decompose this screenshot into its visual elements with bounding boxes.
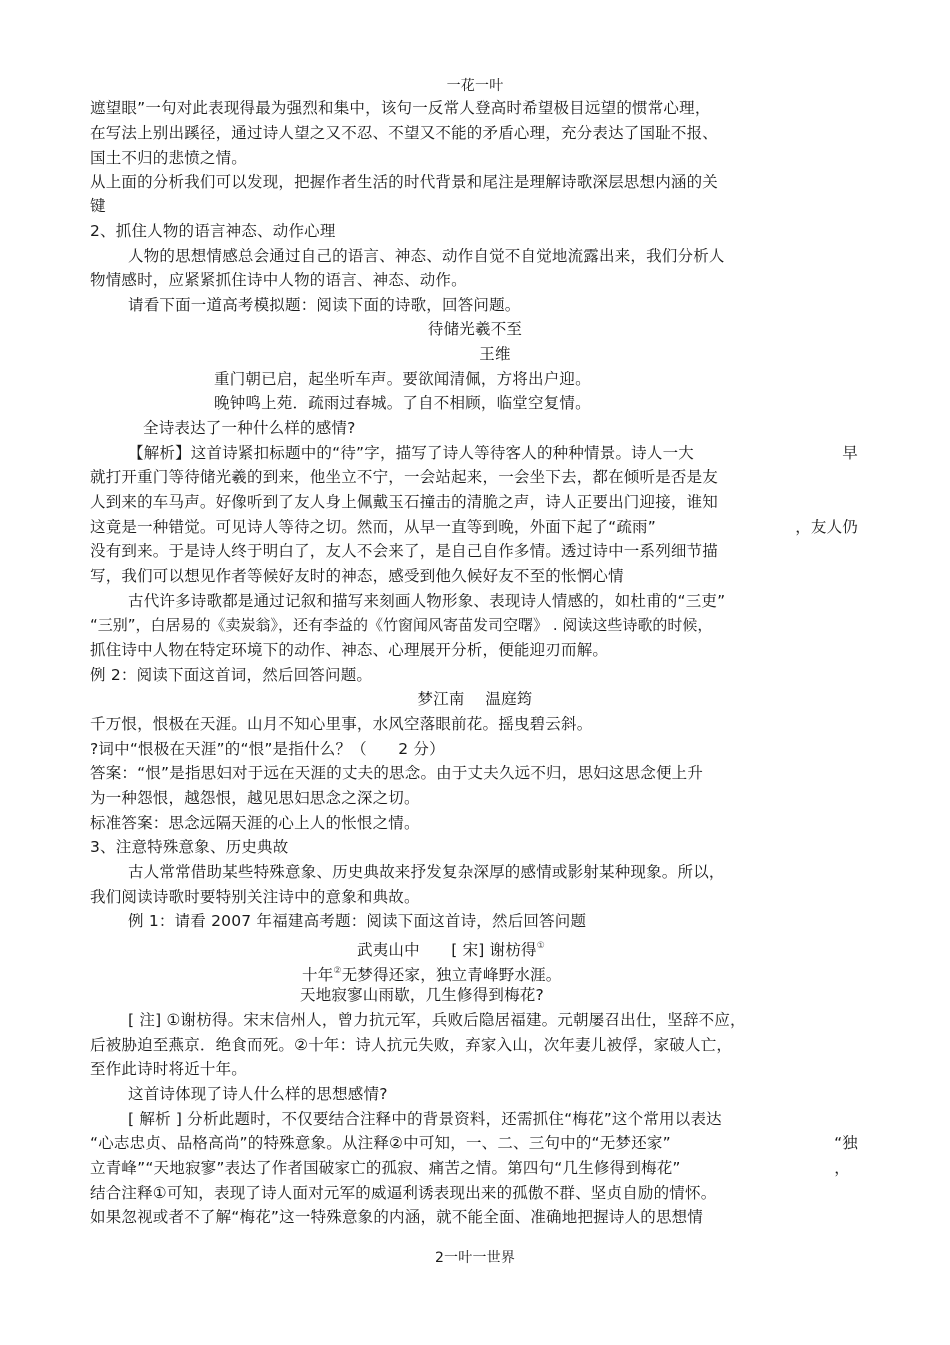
poem-author: 王维	[479, 345, 511, 363]
text-line: 写，我们可以想见作者等候好友时的神态，感受到他久候好友不至的怅惘心情	[90, 567, 624, 585]
text-line: 国土不归的悲愤之情。	[90, 149, 248, 167]
text-line: “心志忠贞、品格高尚”的特殊意象。从注释②中可知，一、二、三句中的“无梦还家”	[90, 1134, 671, 1152]
footnote-marker: ①	[536, 941, 546, 951]
question-line: 这首诗体现了诗人什么样的思想感情?	[128, 1085, 388, 1103]
text-line: “独	[834, 1134, 858, 1152]
text-line: 遮望眼”一句对此表现得最为强烈和集中，该句一反常人登高时希望极目远望的惯常心理，	[90, 99, 711, 117]
text-line: 在写法上别出蹊径，通过诗人望之又不忍、不望又不能的矛盾心理，充分表达了国耻不报、	[90, 124, 719, 142]
text-line: 物情感时，应紧紧抓住诗中人物的语言、神态、动作。	[90, 271, 467, 289]
poem-line-rest: 无梦得还家，独立青峰野水涯。	[341, 966, 562, 984]
section-heading: 2、抓住人物的语言神态、动作心理	[90, 222, 336, 240]
text-line: 古人常常借助某些特殊意象、历史典故来抒发复杂深厚的感情或影射某种现象。所以，	[128, 863, 725, 881]
answer-line: 答案：“恨”是指思妇对于远在天涯的丈夫的思念。由于丈夫久远不归，思妇这思念便上升	[90, 764, 704, 782]
text-line: “三别”，白居易的《卖炭翁》，还有李益的《竹窗闻风寄苗发司空曙》 . 阅读这些诗歌的时候，	[90, 616, 713, 634]
text-line: 立青峰”“天地寂寥”表达了作者国破家亡的孤寂、痛苦之情。第四句“几生修得到梅花”	[90, 1159, 681, 1177]
page-header: 一花一叶	[446, 78, 504, 94]
text-line: 早	[842, 444, 858, 462]
answer-line: 为一种怨恨，越怨恨，越见思妇思念之深之切。	[90, 789, 420, 807]
footnote-marker: ②	[333, 966, 342, 976]
text-line: 例 2：阅读下面这首词，然后回答问题。	[90, 666, 373, 684]
text-line: ，友人仍	[795, 518, 858, 536]
poem-title-text: 武夷山中 [ 宋] 谢枋得	[357, 941, 537, 959]
note-line: [ 注] ①谢枋得。宋末信州人，曾力抗元军，兵败后隐居福建。元朝屡召出仕，坚辞不应，	[128, 1011, 746, 1029]
text-line: [ 解析 ] 分析此题时，不仅要结合注释中的背景资料，还需抓住“梅花”这个常用以表达	[128, 1110, 722, 1128]
poem-title: 梦江南 温庭筠	[417, 690, 533, 708]
question-line: 全诗表达了一种什么样的感情?	[143, 419, 356, 437]
section-heading: 3、注意特殊意象、历史典故	[90, 838, 289, 856]
poem-line: 晚钟鸣上苑．疏雨过春城。了自不相顾，临堂空复情。	[214, 394, 591, 412]
poem-title	[357, 936, 545, 960]
poem-line: 天地寂寥山雨歇，几生修得到梅花?	[300, 986, 544, 1004]
text-line: 人物的思想情感总会通过自己的语言、神态、动作自觉不自觉地流露出来，我们分析人	[128, 247, 725, 265]
poem-line: 千万恨，恨极在天涯。山月不知心里事，水风空落眼前花。摇曳碧云斜。	[90, 715, 593, 733]
text-line: 【解析】这首诗紧扣标题中的“待”字，描写了诗人等待客人的种种情景。诗人一大	[128, 444, 694, 462]
text-line: 就打开重门等待储光羲的到来，他坐立不宁，一会站起来，一会坐下去，都在倾听是否是友	[90, 468, 719, 486]
text-line: 如果忽视或者不了解“梅花”这一特殊意象的内涵，就不能全面、准确地把握诗人的思想情	[90, 1208, 704, 1226]
question-line: ?词中“恨极在天涯”的“恨”是指什么？（ 2 分）	[90, 740, 445, 758]
poem-line	[302, 961, 562, 985]
answer-line: 标准答案：思念远隔天涯的心上人的怅恨之情。	[90, 814, 420, 832]
poem-title: 待储光羲不至	[427, 320, 523, 338]
text-line: 抓住诗中人物在特定环境下的动作、神态、心理展开分析，便能迎刃而解。	[90, 641, 609, 659]
text-line: 这竟是一种错觉。可见诗人等待之切。然而，从早一直等到晚，外面下起了“疏雨”	[90, 518, 656, 536]
text-line: 人到来的车马声。好像听到了友人身上佩戴玉石撞击的清脆之声，诗人正要出门迎接，谁知	[90, 493, 719, 511]
poem-line: 重门朝已启，起坐听车声。要欲闻清佩，方将出户迎。	[214, 370, 591, 388]
text-line: 键	[90, 197, 106, 215]
text-line: 我们阅读诗歌时要特别关注诗中的意象和典故。	[90, 888, 420, 906]
text-line: 结合注释①可知，表现了诗人面对元军的威逼利诱表现出来的孤傲不群、坚贞自励的情怀。	[90, 1184, 717, 1202]
poem-line-start: 十年	[302, 966, 334, 984]
note-line: 后被胁迫至燕京．绝食而死。②十年：诗人抗元失败，弃家入山，次年妻儿被俘，家破人亡，	[90, 1036, 733, 1054]
text-line: 没有到来。于是诗人终于明白了，友人不会来了，是自己自作多情。透过诗中一系列细节描	[90, 542, 719, 560]
text-line: 请看下面一道高考模拟题：阅读下面的诗歌，回答问题。	[128, 296, 521, 314]
text-line: ，	[834, 1159, 850, 1177]
page-footer: 2一叶一世界	[434, 1250, 516, 1266]
text-line: 从上面的分析我们可以发现，把握作者生活的时代背景和尾注是理解诗歌深层思想内涵的关	[90, 173, 719, 191]
note-line: 至作此诗时将近十年。	[90, 1060, 248, 1078]
text-line: 例 1：请看 2007 年福建高考题：阅读下面这首诗，然后回答问题	[128, 912, 587, 930]
text-line: 古代许多诗歌都是通过记叙和描写来刻画人物形象、表现诗人情感的，如杜甫的“三吏”	[128, 592, 726, 610]
